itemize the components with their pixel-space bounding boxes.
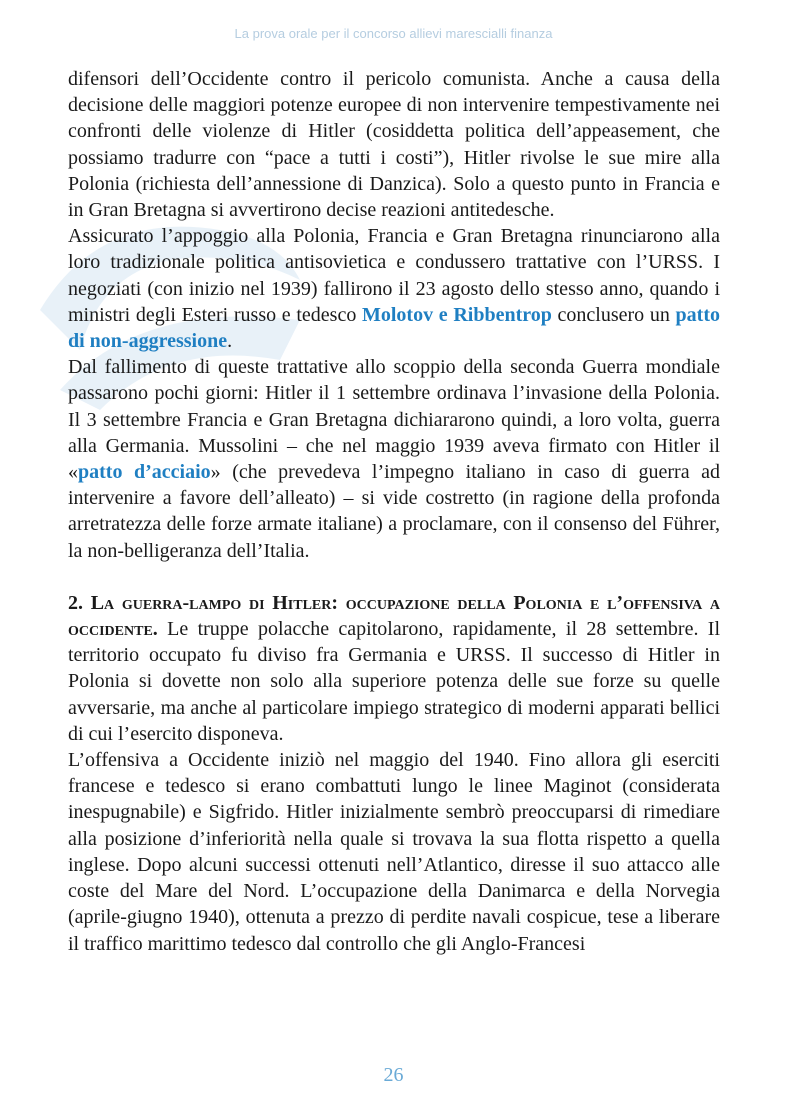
section-number: 2.: [68, 591, 83, 614]
section-intro-text: Le truppe polacche capitolarono, rapidamente, il 28 settembre. Il territorio occupato fu diviso fra Germania e URSS. Il successo di Hitler in Polonia si dovette non solo alla superiore potenza delle sue forze su quelle avversarie, ma anche al particolare impiego strategico di moderni apparati bellici di cui l’esercito disponeva.: [68, 618, 720, 745]
section-2-paragraph: [68, 590, 720, 747]
paragraph-last: L’offensiva a Occidente iniziò nel maggio del 1940. Fino allora gli eserciti francese e tedesco si erano combattuti lungo le linee Maginot (considerata inespugnabile) e Sigfrido. Hitler inizialmente sembrò preoccuparsi di rimediare alla posizione d’inferiorità nella quale si trovava la sua flotta rispetto a quella inglese. Dopo alcuni successi ottenuti nell’Atlantico, diresse il suo attacco alle coste del Mare del Nord. L’occupazione della Danimarca e della Norvegia (aprile-giugno 1940), ottenuta a prezzo di perdite navali cospicue, tese a liberare il traffico marittimo tedesco dal controllo che gli Anglo-Francesi: [68, 749, 720, 955]
text-run: difensori dell’Occidente contro il pericolo comunista. Anche a causa della decisione delle maggiori potenze europee di non intervenire tempestivamente nei confronti delle violenze di Hitler (cosiddetta politica dell’appeasement, che possiamo tradurre con “pace a tutti i costi”), Hitler rivolse le sue mire alla Polonia (richiesta dell’annessione di Danzica). Solo a questo punto in Francia e in Gran Bretagna si avvertirono decise reazioni antitedesche.: [68, 68, 720, 222]
text-run: conclusero un: [551, 303, 676, 326]
page-body: [68, 66, 720, 957]
text-run: .: [227, 330, 233, 353]
highlighted-term: patto d’acciaio: [78, 461, 211, 484]
highlighted-term: patto di non-aggressione: [68, 303, 720, 353]
paragraph-1: [68, 66, 720, 223]
paragraph-2: [68, 223, 720, 354]
highlighted-term: Molotov e Ribbentrop: [362, 303, 552, 326]
section-heading: La guerra-lampo di Hitler: occupazione della Polonia e l’offensiva a occidente.: [68, 591, 720, 641]
text-run: Dal fallimento di queste trattative allo scoppio della seconda Guerra mondiale passarono pochi giorni: Hitler il 1 settembre ordinava l’invasione della Polonia. Il 3 settembre Francia e Gran Bretagna dichiararono quindi, a loro volta, guerra alla Germania. Mussolini – che nel maggio 1939 aveva firmato con Hitler il «: [68, 356, 720, 484]
paragraph-3: [68, 354, 720, 564]
running-header: La prova orale per il concorso allievi marescialli finanza: [234, 26, 553, 41]
text-run: » (che prevedeva l’impegno italiano in caso di guerra ad intervenire a favore dell’alleato) – si vide costretto (in ragione della profonda arretratezza delle forze armate italiane) a proclamare, con il consenso del Führer, la non-belligeranza dell’Italia.: [68, 461, 721, 562]
text-run: Assicurato l’appoggio alla Polonia, Francia e Gran Bretagna rinunciarono alla loro tradizionale politica antisovietica e condussero trattative con l’URSS. I negoziati (con inizio nel 1939) fallirono il 23 agosto dello stesso anno, quando i ministri degli Esteri russo e tedesco: [68, 225, 720, 326]
page-number: 26: [383, 1064, 404, 1086]
